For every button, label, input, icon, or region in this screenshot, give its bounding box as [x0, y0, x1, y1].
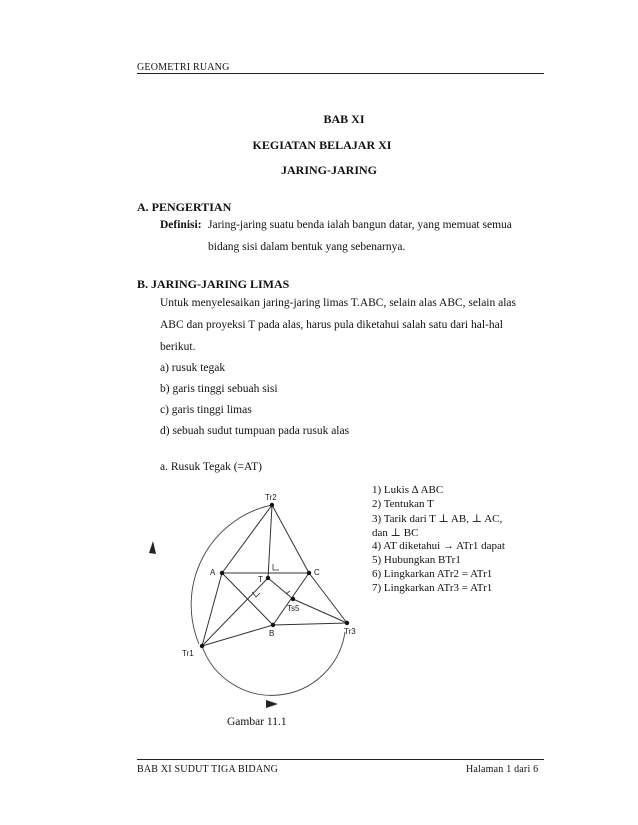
footer-rule — [137, 759, 544, 760]
vertex-a — [220, 571, 224, 575]
paragraph-line-2: ABC dan proyeksi T pada alas, harus pula diketahui salah satu dari hal-hal — [160, 319, 503, 331]
activity-title: KEGIATAN BELAJAR XI — [252, 138, 392, 152]
vertex-c — [307, 571, 311, 575]
label-t: T — [258, 575, 263, 584]
arc-arrow-upper — [149, 541, 156, 554]
section-b-heading: B. JARING-JARING LIMAS — [137, 277, 290, 291]
list-item: a) rusuk tegak — [160, 362, 226, 374]
label-c: C — [314, 568, 320, 577]
label-tr2: Tr2 — [265, 493, 277, 502]
footer-page-number: Halaman 1 dari 6 — [466, 764, 539, 775]
vertex-t — [266, 576, 270, 580]
construction-step: 6) Lingkarkan ATr2 = ATr1 — [372, 568, 493, 580]
line-t-ts5 — [268, 578, 293, 599]
edge-b-tr3 — [273, 623, 347, 625]
label-ts5: Ts5 — [287, 604, 300, 613]
definition-line-1: Jaring-jaring suatu benda ialah bangun datar, yang memuat semua — [208, 219, 512, 231]
section-a-heading: A. PENGERTIAN — [137, 200, 232, 214]
line-tr2-t — [268, 505, 272, 578]
vertex-tr1 — [200, 644, 204, 648]
arc-arrow-lower — [266, 700, 278, 708]
figure-caption: Gambar 11.1 — [227, 716, 287, 728]
edge-tr2-a — [222, 505, 272, 573]
header-rule — [137, 73, 544, 74]
right-angle-mark — [273, 564, 279, 570]
list-item: d) sebuah sudut tumpuan pada rusuk alas — [160, 425, 350, 437]
definition-term: Definisi: — [160, 219, 202, 231]
list-item: b) garis tinggi sebuah sisi — [160, 383, 278, 395]
label-a: A — [210, 568, 216, 577]
net-construction-figure — [140, 484, 400, 724]
arc-btr1 — [202, 632, 345, 695]
vertex-b — [271, 623, 275, 627]
definition-line-2: bidang sisi dalam bentuk yang sebenarnya. — [208, 241, 406, 253]
chapter-title: BAB XI — [323, 112, 365, 126]
vertex-ts5 — [291, 597, 295, 601]
label-tr1: Tr1 — [182, 649, 194, 658]
right-angle-mark — [286, 591, 290, 594]
running-header: GEOMETRI RUANG — [137, 62, 230, 73]
paragraph-line-1: Untuk menyelesaikan jaring-jaring limas T.ABC, selain alas ABC, selain alas — [160, 297, 517, 309]
construction-step: 7) Lingkarkan ATr3 = ATr1 — [372, 582, 493, 594]
vertex-tr3 — [345, 621, 349, 625]
paragraph-line-3: berikut. — [160, 341, 196, 353]
label-tr3: Tr3 — [344, 627, 356, 636]
construction-step: 2) Tentukan T — [372, 498, 434, 510]
edge-c-tr3 — [309, 573, 347, 623]
construction-step: 3) Tarik dari T ⊥ AB, ⊥ AC, — [372, 513, 503, 525]
construction-step: 5) Hubungkan BTr1 — [372, 554, 461, 566]
line-ts5-tr3 — [293, 599, 347, 623]
list-item: c) garis tinggi limas — [160, 404, 252, 416]
construction-step: 1) Lukis ∆ ABC — [372, 484, 444, 496]
subsection-heading: a. Rusuk Tegak (=AT) — [160, 461, 262, 473]
construction-step: dan ⊥ BC — [372, 527, 419, 539]
label-b: B — [269, 629, 275, 638]
topic-title: JARING-JARING — [281, 163, 377, 177]
edge-tr2-c — [272, 505, 309, 573]
vertex-tr2 — [270, 503, 274, 507]
footer-left: BAB XI SUDUT TIGA BIDANG — [137, 764, 279, 775]
construction-step: 4) AT diketahui → ATr1 dapat — [372, 540, 505, 552]
